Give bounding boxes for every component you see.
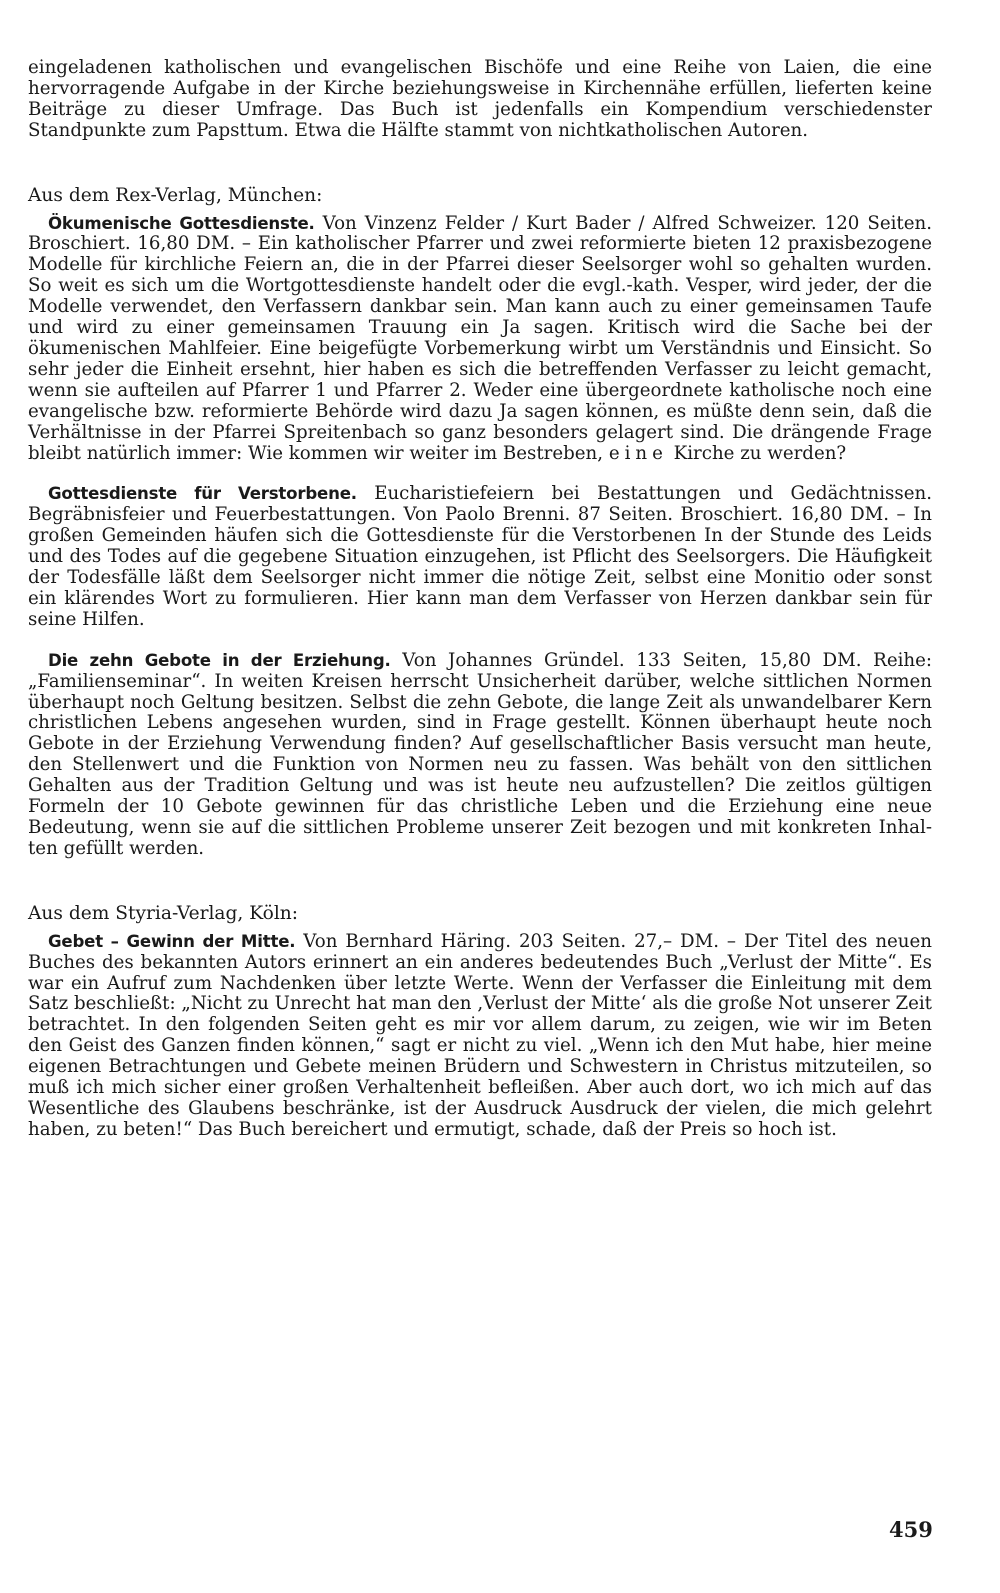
review-text-tail: Kirche zu werden? [667,442,847,464]
review-entry-oekumenische-gottesdienste [28,214,932,465]
review-text: Eucharistiefeiern bei Bestattungen und Gedächtnissen. Begräbnisfeier und Feuerbestattungen. Von Paolo Brenni. 87 Seiten. Broschiert. 16,80 DM. – In großen Gemeinden häufen sich die Gottesdienste für die Verstorbenen In der Stunde des Leids und des Todes auf die gegebene Situation einzugehen, ist Pflicht des Seelsorgers. Die Häufigkeit der Todesfälle läßt dem Seelsorger nicht immer die nötige Zeit, selbst eine Monitio oder sonst ein klärendes Wort zu formulieren. Hier kann man dem Verfasser von Herzen dankbar sein für seine Hilfen. [28,483,932,630]
review-title: Die zehn Gebote in der Erziehung. [48,650,391,670]
page-number: 459 [889,1517,933,1542]
review-text: Von Johannes Gründel. 133 Seiten, 15,80 DM. Reihe: „Familienseminar“. In weiten Kreisen herrscht Unsicherheit darüber, welche sittlichen Normen überhaupt noch Geltung besitzen. Selbst die zehn Gebote, die lange Zeit als unwandelbarer Kern christlichen Lebens angesehen wurden, sind in Frage gestellt. Können überhaupt heute noch Gebote in der Erziehung Verwendung finden? Auf gesellschaftlicher Basis versucht man heute, den Stellenwert und die Funktion von Normen neu zu fassen. Was behält von den sittlichen Gehalten aus der Tradition Geltung und was ist heute neu aufzustellen? Die zeitlos gültigen Formeln der 10 Gebote gewinnen für das christliche Leben und die Erziehung eine neue Bedeutung, wenn sie auf die sittlichen Probleme unserer Zeit bezogen und mit konkreten Inhalten gefüllt werden. [28,649,933,859]
review-entry-zehn-gebote [28,651,932,860]
intro-paragraph: eingeladenen katholischen und evangelischen Bischöfe und eine Reihe von Laien, die eine hervorragende Aufgabe in der Kirche beziehungsweise in Kirchennähe erfüllen, lieferten keine Beiträge zu dieser Umfrage. Das Buch ist jedenfalls ein Kompendium verschiedenster Standpunkte zum Papsttum. Etwa die Hälfte stammt von nichtkatholischen Autoren. [28,57,932,141]
review-text: Von Bernhard Häring. 203 Seiten. 27,– DM. – Der Titel des neuen Buches des bekannten Autors erinnert an ein anderes bedeutendes Buch „Verlust der Mitte“. Es war ein Aufruf zum Nachdenken über letzte Werte. Wenn der Verfasser die Einleitung mit dem Satz beschließt: „Nicht zu Unrecht hat man den ‚Verlust der Mitte‘ als die große Not unserer Zeit betrachtet. In den folgenden Seiten geht es mir vor allem darum, zu zeigen, wie wir im Beten den Geist des Ganzen finden können,“ sagt er nicht zu viel. „Wenn ich den Mut habe, hier meine eigenen Betrachtungen und Gebete meinen Brüdern und Schwestern in Christus mitzuteilen, so muß ich mich sicher einer großen Verhaltenheit befleißen. Aber auch dort, wo ich mich auf das Wesentliche des Glaubens beschränke, ist der Ausdruck Ausdruck der vielen, die mich gelehrt haben, zu beten!“ Das Buch bereichert und ermutigt, schade, daß der Preis so hoch ist. [28,930,932,1140]
publisher-heading-styria: Aus dem Styria-Verlag, Köln: [28,902,299,924]
review-text: Von Vinzenz Felder / Kurt Bader / Alfred Schweizer. 120 Seiten. Broschiert. 16,80 DM. – Ein katholischer Pfarrer und zwei reformierte bieten 12 praxisbezogene Modelle für kirchliche Feiern an, die in der Pfarrei dieser Seelsorger wohl so gehalten wurden. So weit es sich um die Wortgottesdienste handelt oder die evgl.-kath. Vesper, wird jeder, der die Modelle verwendet, den Verfassern dankbar sein. Man kann auch zu einer gemeinsamen Taufe und wird zu einer gemeinsamen Trauung ein Ja sagen. Kritisch wird die Sache bei der ökumenischen Mahlfeier. Eine beigefügte Vorbemerkung wirbt um Verständnis und Einsicht. So sehr jeder die Einheit ersehnt, hier haben es sich die betreffenden Verfasser zu leicht gemacht, wenn sie aufteilen auf Pfarrer 1 und Pfarrer 2. Weder eine übergeordnete katholische noch eine evangelische bzw. reformierte Behörde wird dazu Ja sagen können, es müßte denn sein, daß die Verhältnisse in der Pfarrei Spreitenbach so ganz besonders gelagert sind. Die drängende Frage bleibt natürlich immer: Wie kommen wir weiter im Bestreben, [28,212,932,464]
review-entry-gebet-gewinn-der-mitte [28,932,932,1141]
publisher-heading-rex: Aus dem Rex-Verlag, München: [28,184,323,206]
review-emphasis: eine [608,442,668,464]
book-review-page [28,58,932,1578]
review-title: Gebet – Gewinn der Mitte. [48,931,296,951]
review-title: Gottesdienste für Verstorbene. [48,484,357,504]
review-entry-gottesdienste-fuer-verstorbene [28,484,932,630]
review-title: Ökumenische Gottesdienste. [48,213,315,233]
